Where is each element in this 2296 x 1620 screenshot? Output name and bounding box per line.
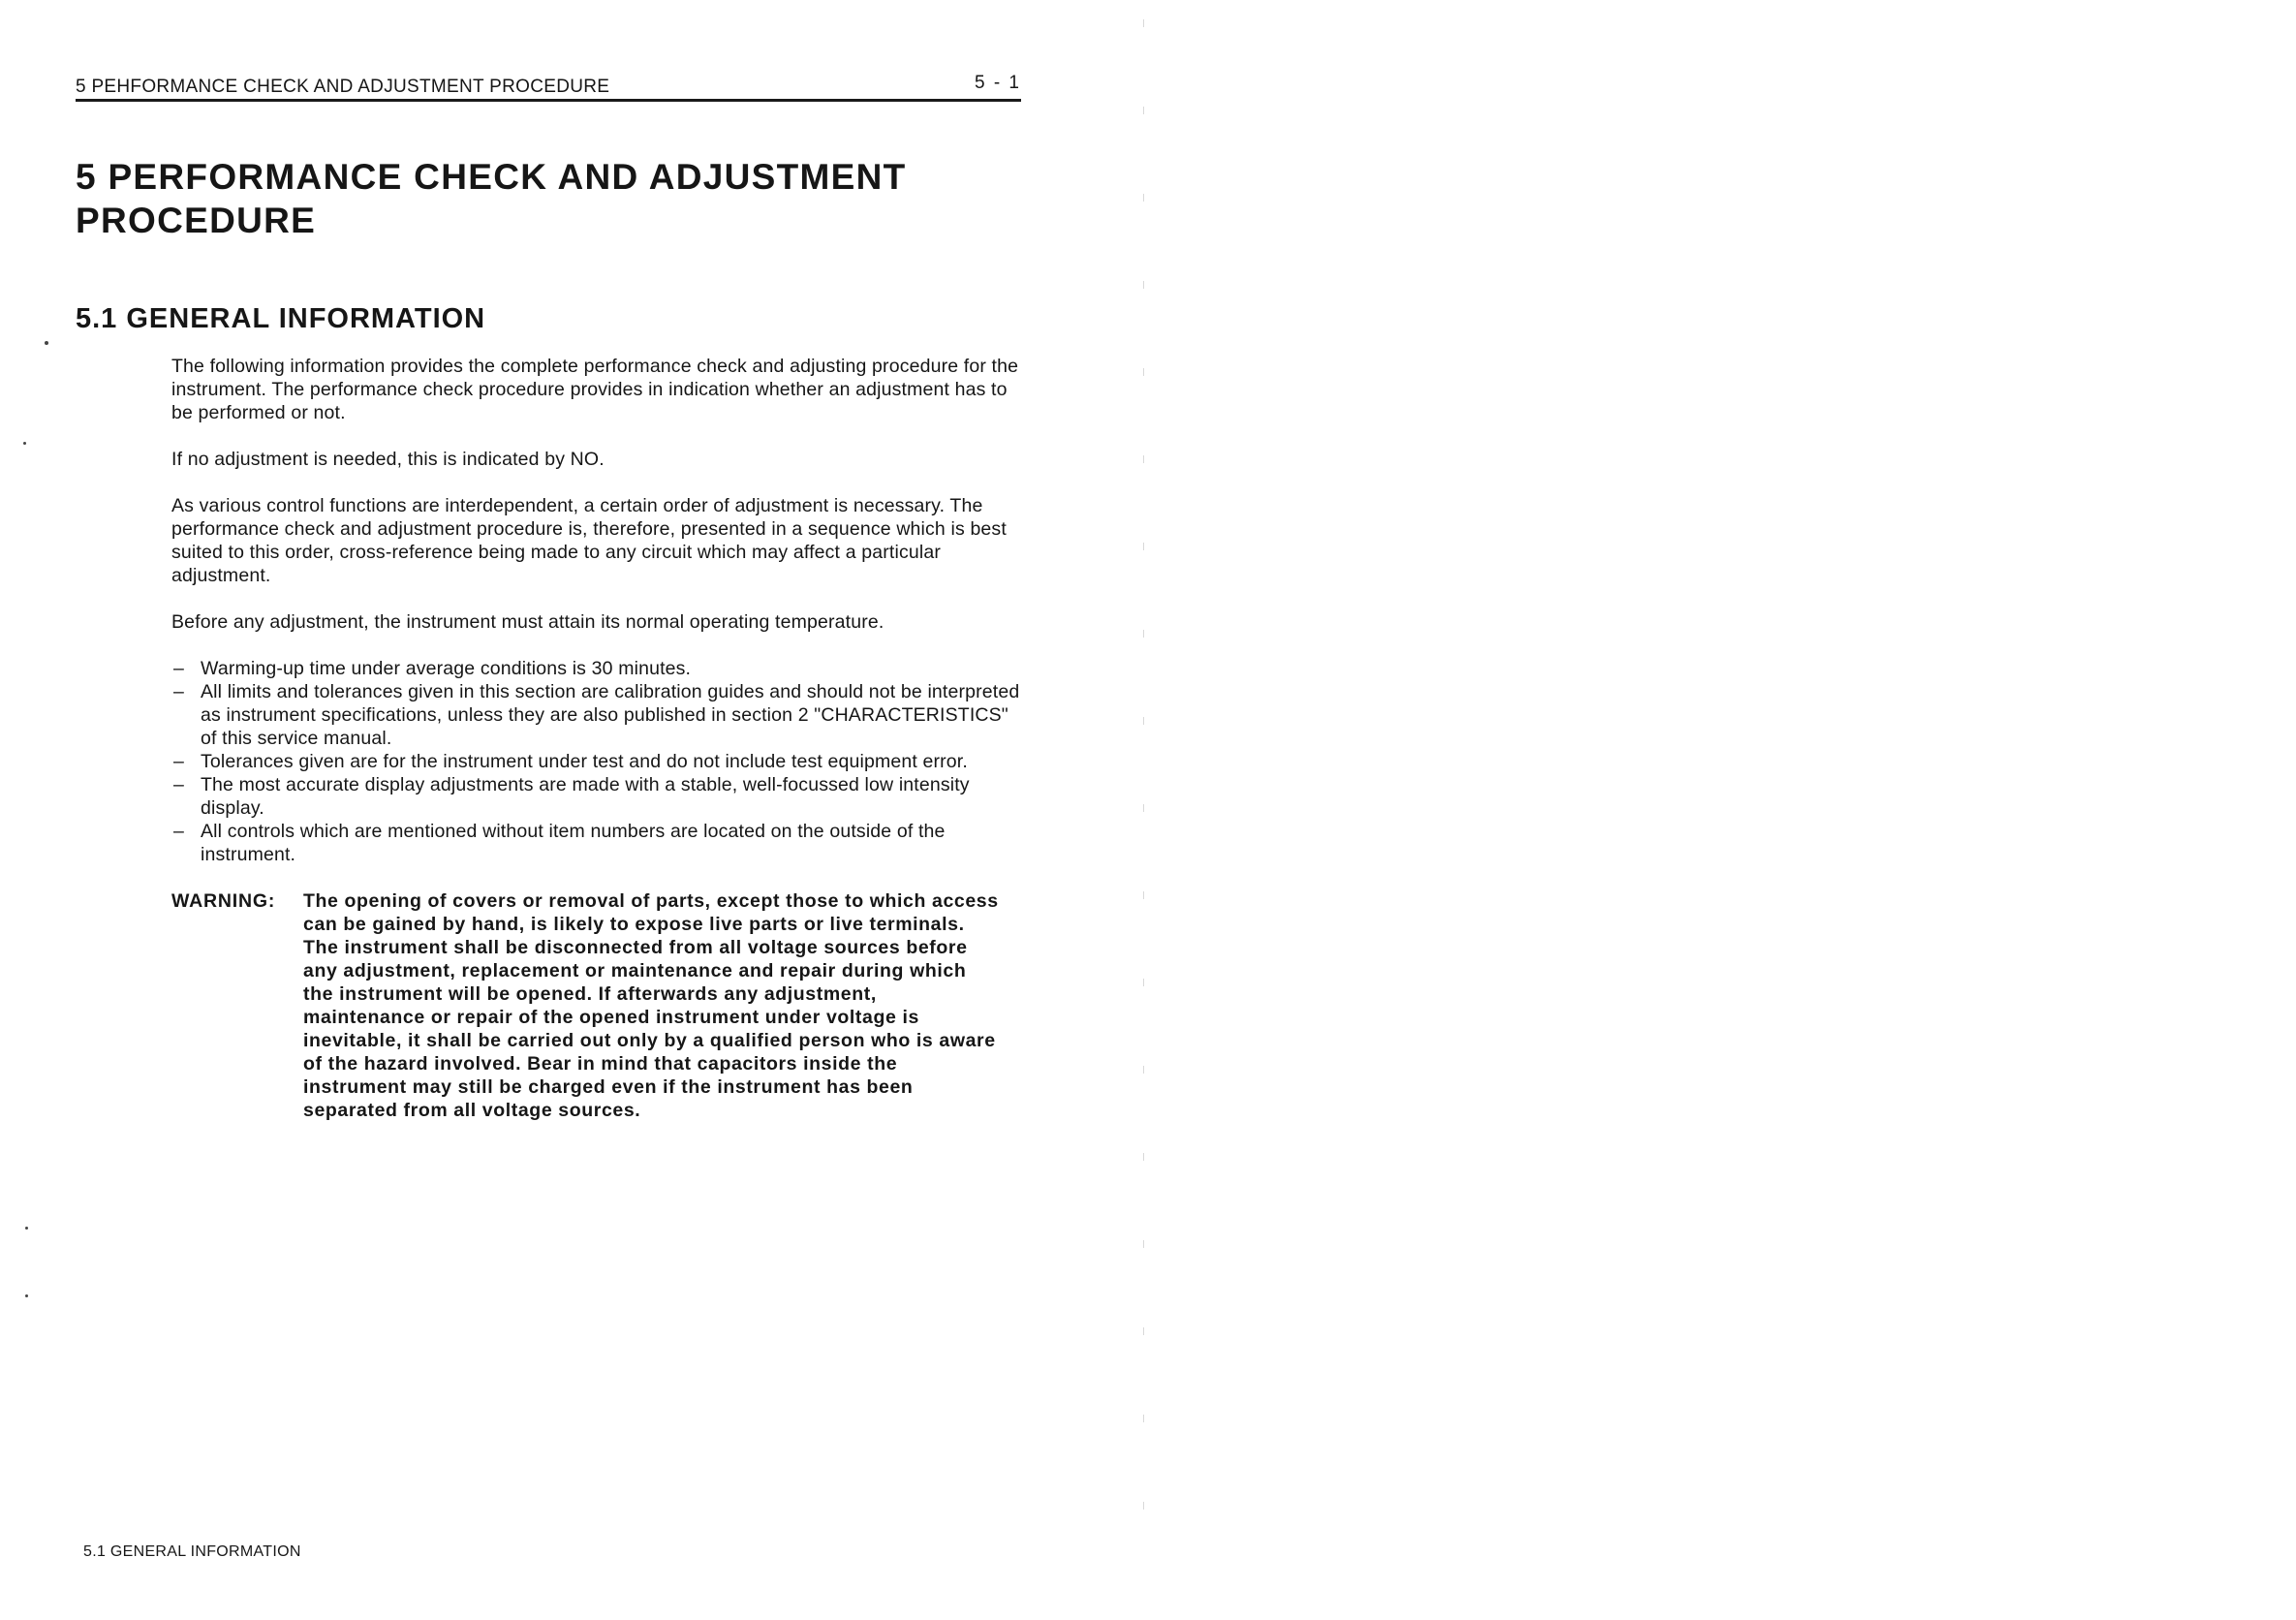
notes-list <box>171 657 1024 866</box>
list-item <box>171 820 1024 866</box>
chapter-title <box>76 155 1025 242</box>
warning-text: The opening of covers or removal of parts, except those to which access can be gained by hand, is likely to expose live parts or live terminals. The instrument shall be disconnected from all voltage sources before any adjustment, replacement or maintenance and repair during which the instrument will be opened. If afterwards any adjustment, maintenance or repair of the opened instrument under voltage is inevitable, it shall be carried out only by a qualified person who is aware of the hazard involved. Bear in mind that capacitors inside the instrument may still be charged even if the instrument has been separated from all voltage sources. <box>303 890 999 1121</box>
list-item <box>171 680 1024 750</box>
body-paragraph: The following information provides the complete performance check and adjusting procedure for the instrument. The performance check procedure provides in indication whether an adjustment has to be performed or not. <box>171 356 1019 423</box>
page-fold-line <box>1143 19 1144 1589</box>
bullet-dash: – <box>173 774 184 795</box>
list-item-text: The most accurate display adjustments are made with a stable, well-focussed low intensity display. <box>201 774 970 819</box>
bullet-dash: – <box>173 658 184 679</box>
list-item-text: All limits and tolerances given in this section are calibration guides and should not be interpreted as instrument specifications, unless they are also published in section 2 "CHARACTERISTICS" of this service manual. <box>201 681 1020 749</box>
body-paragraph: Before any adjustment, the instrument must attain its normal operating temperature. <box>171 611 884 633</box>
list-item-text: All controls which are mentioned without item numbers are located on the outside of the instrument. <box>201 821 946 865</box>
bullet-dash: – <box>173 681 184 702</box>
page-number: 5 - 1 <box>974 73 1021 93</box>
scan-speck <box>45 341 48 345</box>
running-header-title: 5 PEHFORMANCE CHECK AND ADJUSTMENT PROCEDURE <box>76 77 610 97</box>
body-paragraph: As various control functions are interdependent, a certain order of adjustment is necessary. The performance check and adjustment procedure is, therefore, presented in a sequence which is best suited to this order, cross-reference being made to any circuit which may affect a particular adjustment. <box>171 495 1007 586</box>
chapter-title-line-1: 5 PERFORMANCE CHECK AND ADJUSTMENT <box>76 157 907 197</box>
scan-speck <box>23 442 26 445</box>
list-item <box>171 750 1024 773</box>
warning-block <box>171 889 1024 1122</box>
section-title: 5.1 GENERAL INFORMATION <box>76 303 486 334</box>
chapter-title-line-2: PROCEDURE <box>76 201 317 240</box>
bullet-dash: – <box>173 821 184 842</box>
list-item-text: Warming-up time under average conditions is 30 minutes. <box>201 658 692 679</box>
warning-label: WARNING: <box>171 890 276 912</box>
running-footer: 5.1 GENERAL INFORMATION <box>83 1543 301 1560</box>
list-item <box>171 657 1024 680</box>
list-item <box>171 773 1024 820</box>
body-paragraph: If no adjustment is needed, this is indicated by NO. <box>171 449 605 470</box>
section-body <box>171 355 1024 1122</box>
running-header <box>76 74 1021 102</box>
scan-speck <box>25 1294 28 1297</box>
list-item-text: Tolerances given are for the instrument under test and do not include test equipment error. <box>201 751 968 772</box>
scan-speck <box>25 1227 28 1230</box>
bullet-dash: – <box>173 751 184 772</box>
